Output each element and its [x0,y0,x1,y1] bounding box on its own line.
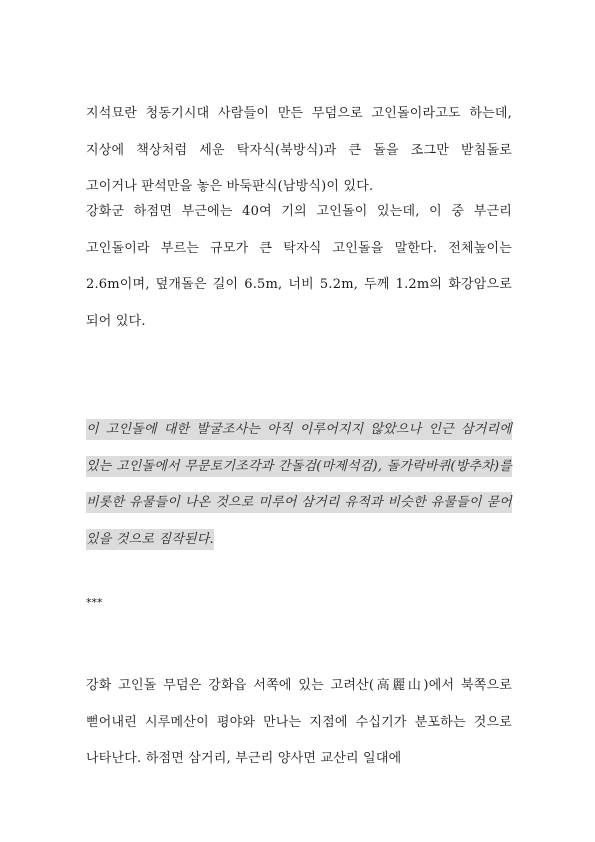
highlighted-text: 이 고인돌에 대한 발굴조사는 아직 이루어지지 않았으나 인근 삼거리에 있는 고인돌에서 무문토기조각과 간돌검(마제석검), 돌가락바퀴(방추차)를 비롯한 유물들이 나온 것으로 미루어 삼거리 유적과 비슷한 유물들이 묻어 있을 것으로 짐작된다. [86,419,512,550]
paragraph-distribution: 강화 고인돌 무덤은 강화읍 서쪽에 있는 고려산(高麗山)에서 북쪽으로 뻗어내린 시루메산이 평야와 만나는 지점에 수십기가 분포하는 것으로 나타난다. 하점면 삼거리, 부근리 양사면 교산리 일대에 [86,678,512,766]
paragraph-excavation-highlighted [86,412,512,558]
paragraph-bugeun-ri-dolmen: 강화군 하점면 부근에는 40여 기의 고인돌이 있는데, 이 중 부근리 고인돌이라 부르는 규모가 큰 탁자식 고인돌을 말한다. 전체높이는 2.6m이며, 덮개돌은 길이 6.5m, 너비 5.2m, 두께 1.2m의 화강암으로 되어 있다. [86,204,512,329]
section-separator: *** [86,596,103,609]
paragraph-definition: 지석묘란 청동기시대 사람들이 만든 무덤으로 고인돌이라고도 하는데,지상에 책상처럼 세운 탁자식(북방식)과 큰 돌을 조그만 받침돌로 고이거나 판석만을 놓은 바둑판식(남방식)이 있다. [86,106,512,194]
